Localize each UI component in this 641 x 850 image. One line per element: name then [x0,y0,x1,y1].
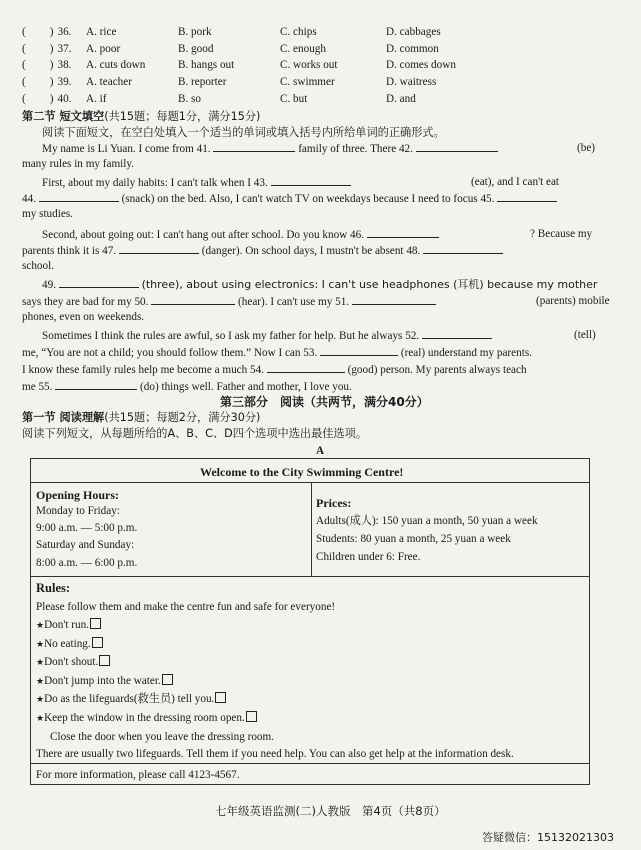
option-b[interactable]: B. reporter [178,76,227,89]
choice-item[interactable] [22,58,71,72]
blank-45[interactable] [497,191,557,202]
passage-line: me, “You are not a child; you should follow them.” Now I can 53. (real) understand my parents. [22,347,532,359]
rule-item [36,618,101,633]
passage-line: (tell) [574,329,596,341]
option-c[interactable]: C. works out [280,59,338,72]
star-icon: ★ [36,714,45,724]
passage-line: 49. (three), about using electronics: I can't use headphones (耳机) because my mother [42,278,598,291]
passage-line: (parents) mobile [536,295,610,307]
star-icon: ★ [36,676,45,687]
option-b[interactable]: B. good [178,42,214,55]
question-number: 40. [57,92,72,105]
more-info: For more information, please call 4123-4567. [36,769,240,781]
option-a[interactable]: A. rice [86,26,117,38]
checkbox[interactable] [246,711,257,722]
checkbox[interactable] [215,692,226,703]
rule-text: No eating. [44,637,91,650]
part3-instruction: 阅读下列短文，从每题所给的A、B、C、D四个选项中选出最佳选项。 [22,427,368,440]
passage-line: Second, about going out: I can't hang out after school. Do you know 46. [42,227,439,242]
answer-paren: ) [49,76,54,89]
price-line: Adults(成人): 150 yuan a month, 50 yuan a week [316,515,538,527]
passage-line: Sometimes I think the rules are awful, so I ask my father for help. But he always 52. [42,328,492,343]
blank-49[interactable] [59,277,139,288]
option-c[interactable]: C. but [280,92,308,105]
blank-44[interactable] [39,191,119,202]
passage-line: (eat), and I can't eat [471,176,560,188]
prices-title: Prices: [316,496,352,510]
option-b[interactable]: B. pork [178,26,212,38]
lifeguards-note: There are usually two lifeguards. Tell them if you need help. You can also get help at the information desk. [36,748,514,760]
rule-text: Keep the window in the dressing room open. [44,712,245,724]
part3-title: 第三部分 阅读（共两节，满分40分） [220,395,429,409]
rule-text: Don't jump into the water. [44,674,161,687]
answer-paren: ( [22,92,26,105]
answer-paren: ) [49,59,54,72]
blank-42[interactable] [416,141,498,152]
blank-47[interactable] [119,243,199,254]
answer-paren: ) [49,42,54,55]
hours-line: Monday to Friday: [36,505,120,517]
passage-line: First, about my daily habits: I can't talk when I 43. [42,175,351,190]
option-d[interactable]: D. common [386,42,439,55]
passage-line: parents think it is 47. (danger). On school days, I mustn't be absent 48. [22,243,503,258]
rule-text: Do as the lifeguards(救生员) tell you. [44,693,215,706]
answer-paren: ( [22,26,26,38]
section2-heading: 第二节 短文填空(共15题；每题1分，满分15分) [22,110,261,123]
checkbox[interactable] [162,674,173,685]
question-number: 39. [57,76,72,89]
rules-intro: Please follow them and make the centre fun and safe for everyone! [36,601,336,613]
section2-instruction: 阅读下面短文，在空白处填入一个适当的单词或填入括号内所给单词的正确形式。 [42,126,445,139]
passage-line: My name is Li Yuan. I come from 41. family of three. There 42. [42,141,498,156]
divider [30,763,590,764]
page-number: 七年级英语监测(二)人教版 第4页（共8页） [215,804,446,818]
rule-text: Don't run. [44,619,89,631]
blank-52[interactable] [422,328,492,339]
rule-item [36,674,173,689]
option-c[interactable]: C. chips [280,26,317,38]
answer-paren: ( [22,59,26,72]
part3-subheading: 第一节 阅读理解(共15题；每题2分，满分30分) [22,411,261,424]
divider [30,482,590,483]
hours-line: 9:00 a.m. — 5:00 p.m. [36,522,138,534]
passage-line: my studies. [22,208,73,220]
option-a[interactable]: A. if [86,92,107,105]
checkbox[interactable] [90,618,101,629]
hours-line: Saturday and Sunday: [36,539,135,551]
hours-title: Opening Hours: [36,488,120,502]
passage-line: (be) [577,142,596,154]
contact-label: 答疑微信：15132021303 [482,831,614,844]
star-icon: ★ [36,621,45,631]
passage-line: I know these family rules help me become a much 54. (good) person. My parents always teach [22,364,527,376]
rule-close: Close the door when you leave the dressing room. [50,731,275,743]
question-number: 36. [57,26,72,38]
choice-item[interactable] [22,92,71,106]
blank-53[interactable] [320,345,398,356]
star-icon: ★ [36,658,45,669]
hours-line: 8:00 a.m. — 6:00 p.m. [36,557,138,569]
blank-41[interactable] [213,141,295,152]
option-d[interactable]: D. cabbages [386,26,441,38]
choice-item[interactable] [22,75,71,89]
rules-title: Rules: [36,581,71,595]
option-d[interactable]: D. comes down [386,59,456,72]
choice-item[interactable] [22,25,71,39]
option-d[interactable]: D. waitress [386,76,437,89]
answer-paren: ) [49,92,54,105]
blank-43[interactable] [271,175,351,186]
option-a[interactable]: A. teacher [86,76,132,89]
answer-paren: ) [49,26,54,38]
choice-item[interactable] [22,42,71,56]
option-b[interactable]: B. so [178,92,202,105]
blank-50[interactable] [151,294,235,305]
passage-line: phones, even on weekends. [22,311,145,323]
passage-line: says they are bad for my 50. (hear). I can't use my 51. [22,294,436,309]
notice-heading: Welcome to the City Swimming Centre! [200,465,404,479]
option-c[interactable]: C. enough [280,42,326,55]
price-line: Children under 6: Free. [316,551,421,563]
passage-letter: A [316,445,325,457]
blank-55[interactable] [55,379,137,390]
option-c[interactable]: C. swimmer [280,76,335,89]
passage-line: 44. (snack) on the bed. Also, I can't watch TV on weekdays because I need to focus 45. [22,191,557,206]
blank-48[interactable] [423,243,503,254]
star-icon: ★ [36,639,45,650]
rule-item [36,692,226,707]
star-icon: ★ [36,695,45,706]
passage-line: school. [22,260,55,272]
question-number: 38. [57,59,72,72]
option-a[interactable]: A. poor [86,42,121,55]
rule-text: Don't shout. [44,656,99,669]
passage-line: me 55. (do) things well. Father and mother, I love you. [22,381,352,393]
checkbox[interactable] [92,637,103,648]
rule-item [36,637,103,652]
checkbox[interactable] [99,655,110,666]
question-number: 37. [57,42,72,55]
divider [30,576,590,577]
rule-item [36,711,257,726]
price-line: Students: 80 yuan a month, 25 yuan a week [316,533,511,545]
answer-paren: ( [22,42,26,55]
answer-paren: ( [22,76,26,89]
option-d[interactable]: D. and [386,92,416,105]
option-a[interactable]: A. cuts down [86,59,146,72]
divider [311,482,312,576]
blank-46[interactable] [367,227,439,238]
blank-51[interactable] [352,294,436,305]
option-b[interactable]: B. hangs out [178,59,235,72]
rule-item [36,655,110,670]
passage-line: many rules in my family. [22,158,135,170]
blank-54[interactable] [267,362,345,373]
passage-line: ? Because my [530,228,593,240]
